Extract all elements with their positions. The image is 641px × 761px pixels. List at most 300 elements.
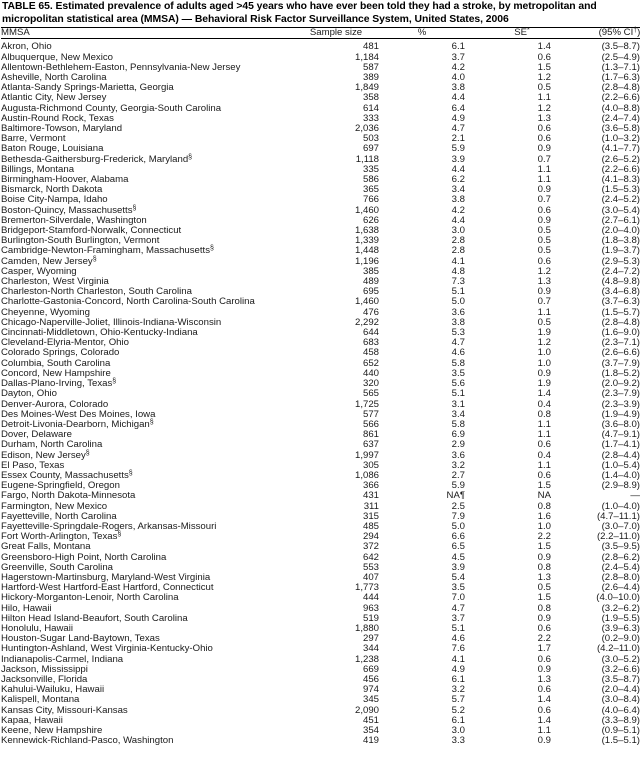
cell-sample-size: 358: [362, 92, 379, 104]
cell-se: 1.1: [537, 725, 551, 736]
cell-se: 0.6: [537, 439, 551, 451]
cell-sample-size: 345: [362, 694, 379, 706]
cell-se: 1.3: [537, 276, 551, 288]
mmsa-label: Farmington, New Mexico: [1, 500, 108, 512]
table-row: [1, 440, 640, 450]
column-header-se-label: SE: [514, 27, 528, 39]
cell-sample-size: 1,184: [354, 51, 379, 63]
cell-sample-size: 1,238: [354, 653, 379, 665]
cell-se: 0.7: [537, 296, 551, 308]
cell-percent: 4.0: [451, 72, 465, 83]
cell-se: 0.6: [537, 255, 551, 267]
cell-se: 1.9: [537, 378, 551, 390]
cell-se: 0.6: [537, 469, 551, 481]
cell-ci: (1.0–5.4): [601, 459, 640, 471]
cell-se: 1.5: [537, 592, 551, 604]
cell-ci: (3.6–8.0): [601, 418, 640, 430]
cell-sample-size: 565: [362, 388, 379, 400]
cell-percent: 4.4: [451, 92, 465, 104]
cell-sample-size: 1,638: [354, 225, 379, 237]
cell-percent: 4.8: [451, 265, 465, 277]
cell-ci: (3.5–9.5): [601, 541, 640, 553]
cell-sample-size: 697: [362, 143, 379, 155]
cell-ci: (3.0–5.4): [601, 204, 640, 216]
cell-sample-size: 2,036: [354, 123, 379, 135]
cell-se: 1.3: [537, 112, 551, 124]
ci-footnote-marker: †: [633, 27, 638, 35]
cell-percent: 4.6: [451, 347, 465, 359]
row-footnote-marker: §: [128, 469, 133, 477]
cell-ci: (1.9–3.7): [601, 245, 640, 257]
cell-ci: (2.6–4.4): [601, 582, 640, 594]
mmsa-label: Jacksonville, Florida: [1, 673, 88, 685]
mmsa-label: Cheyenne, Wyoming: [1, 306, 90, 318]
mmsa-label: Baltimore-Towson, Maryland: [1, 123, 123, 135]
cell-ci: (2.8–6.2): [601, 551, 640, 563]
cell-percent: 4.5: [451, 551, 465, 563]
mmsa-label: Barre, Vermont: [1, 133, 66, 145]
cell-se: 1.0: [537, 357, 551, 369]
cell-percent: 5.9: [451, 143, 465, 155]
cell-sample-size: 566: [362, 418, 379, 430]
mmsa-label: Honolulu, Hawaii: [1, 622, 73, 634]
cell-percent: 4.1: [451, 653, 465, 665]
cell-se: 0.6: [537, 133, 551, 145]
mmsa-label: Fargo, North Dakota-Minnesota: [1, 490, 136, 502]
cell-percent: 7.9: [451, 510, 465, 522]
cell-se: 1.1: [537, 418, 551, 430]
cell-percent: 2.5: [451, 500, 465, 512]
cell-se: 1.1: [537, 163, 551, 175]
cell-ci: (2.7–6.1): [601, 214, 640, 226]
cell-sample-size: 1,880: [354, 622, 379, 634]
cell-se: 0.6: [537, 684, 551, 696]
cell-sample-size: 587: [362, 61, 379, 73]
cell-sample-size: 974: [362, 684, 379, 696]
cell-mmsa: [1, 736, 293, 746]
cell-sample-size: 861: [362, 429, 379, 441]
cell-percent: 3.8: [451, 316, 465, 328]
cell-percent: 5.1: [451, 388, 465, 400]
mmsa-label: Atlantic City, New Jersey: [1, 92, 107, 104]
cell-percent: 4.6: [451, 633, 465, 645]
mmsa-label: Chicago-Naperville-Joliet, Illinois-Indiana-Wisconsin: [1, 316, 222, 328]
cell-ci: (2.9–5.3): [601, 255, 640, 267]
cell-ci: (2.3–7.9): [601, 388, 640, 400]
cell-ci: (0.2–9.0): [601, 633, 640, 645]
mmsa-label: Detroit-Livonia-Dearborn, Michigan: [1, 418, 150, 430]
cell-percent: 3.1: [451, 398, 465, 410]
row-footnote-marker: §: [188, 153, 193, 161]
cell-se: 1.7: [537, 643, 551, 655]
mmsa-label: Camden, New Jersey: [1, 255, 93, 267]
cell-percent: 3.7: [451, 612, 465, 624]
cell-ci: (1.6–9.0): [601, 327, 640, 339]
cell-percent: 6.5: [451, 541, 465, 553]
cell-percent: 2.8: [451, 245, 465, 257]
mmsa-label: Dayton, Ohio: [1, 388, 57, 400]
cell-se: 0.9: [537, 214, 551, 226]
cell-ci: (1.5–5.3): [601, 184, 640, 196]
mmsa-label: Dallas-Plano-Irving, Texas: [1, 378, 113, 390]
cell-percent: 7.0: [451, 592, 465, 604]
cell-ci: (2.4–5.4): [601, 561, 640, 573]
cell-ci: (4.1–8.3): [601, 174, 640, 186]
mmsa-label: Birmingham-Hoover, Alabama: [1, 174, 129, 186]
cell-percent: 4.9: [451, 112, 465, 124]
cell-se: 0.4: [537, 398, 551, 410]
cell-se: 1.1: [537, 92, 551, 104]
cell-percent: 5.0: [451, 296, 465, 308]
cell-se: 1.5: [537, 480, 551, 492]
cell-se: 0.9: [537, 143, 551, 155]
cell-sample-size: 354: [362, 725, 379, 736]
cell-se: 1.4: [537, 714, 551, 726]
cell-ci: (3.6–5.8): [601, 123, 640, 135]
cell-se: 0.8: [537, 561, 551, 573]
mmsa-label: Cambridge-Newton-Framingham, Massachusetts: [1, 245, 211, 257]
mmsa-label: Austin-Round Rock, Texas: [1, 112, 114, 124]
mmsa-label: Huntington-Ashland, West Virginia-Kentucky-Ohio: [1, 643, 213, 655]
cell-se: 0.8: [537, 500, 551, 512]
cell-sample-size: 963: [362, 602, 379, 614]
cell-ci: (3.3–8.9): [601, 714, 640, 726]
cell-percent: 4.7: [451, 337, 465, 349]
mmsa-label: Jackson, Mississippi: [1, 663, 88, 675]
cell-percent: 2.7: [451, 469, 465, 481]
cell-ci: (4.7–9.1): [601, 429, 640, 441]
cell-se: 1.1: [537, 306, 551, 318]
cell-percent: 3.5: [451, 582, 465, 594]
cell-percent: 5.7: [451, 694, 465, 706]
cell-ci: (4.8–9.8): [601, 276, 640, 288]
cell-percent: 5.8: [451, 357, 465, 369]
mmsa-label: Asheville, North Carolina: [1, 72, 107, 83]
cell-sample-size: 766: [362, 194, 379, 206]
cell-percent: 3.7: [451, 51, 465, 63]
cell-percent: 3.6: [451, 449, 465, 461]
mmsa-label: Burlington-South Burlington, Vermont: [1, 235, 160, 247]
mmsa-label: Kahului-Wailuku, Hawaii: [1, 684, 105, 696]
cell-percent: 5.1: [451, 622, 465, 634]
cell-percent: 4.2: [451, 204, 465, 216]
mmsa-label: Indianapolis-Carmel, Indiana: [1, 653, 124, 665]
cell-sample-size: 320: [362, 378, 379, 390]
cell-percent: 7.3: [451, 276, 465, 288]
cell-sample-size: 642: [362, 551, 379, 563]
cell-ci: (2.3–7.1): [601, 337, 640, 349]
mmsa-label: Bremerton-Silverdale, Washington: [1, 214, 147, 226]
cell-ci: (2.2–11.0): [596, 531, 640, 543]
mmsa-label: Bismarck, North Dakota: [1, 184, 103, 196]
cell-ci: (1.3–7.1): [601, 61, 640, 73]
cell-percent: 3.3: [451, 735, 465, 747]
cell-se: 0.9: [537, 551, 551, 563]
cell-percent: 4.4: [451, 214, 465, 226]
row-footnote-marker: §: [112, 378, 117, 386]
cell-percent: 6.6: [451, 531, 465, 543]
page-title-line-2: micropolitan statistical area (MMSA) — Behavioral Risk Factor Surveillance System, United States, 2006: [2, 13, 509, 25]
cell-percent: 5.2: [451, 704, 465, 716]
cell-se: 1.4: [537, 41, 551, 53]
mmsa-label: Fayetteville, North Carolina: [1, 510, 117, 522]
cell-sample-size: 1,460: [354, 204, 379, 216]
cell-percent: 4.7: [451, 602, 465, 614]
mmsa-label: Dover, Delaware: [1, 429, 72, 441]
cell-percent: 2.9: [451, 439, 465, 451]
cell-se: 0.8: [537, 408, 551, 420]
cell-percent: 7.6: [451, 643, 465, 655]
cell-percent: 5.4: [451, 571, 465, 583]
cell-sample-size: 577: [362, 408, 379, 420]
cell-ci: (1.5–5.1): [601, 735, 640, 747]
cell-sample-size: 652: [362, 357, 379, 369]
column-header-mmsa: MMSA: [1, 27, 30, 39]
cell-se: 1.5: [537, 61, 551, 73]
cell-ci: (4.2–11.0): [596, 643, 640, 655]
page-title-line-1: TABLE 65. Estimated prevalence of adults aged >45 years who have ever been told they had a stroke, by metropolitan and: [2, 1, 597, 12]
cell-ci: (2.2–6.6): [601, 163, 640, 175]
cell-se: 1.1: [537, 174, 551, 186]
cell-sample-size: 335: [362, 163, 379, 175]
cell-sample-size: 344: [362, 643, 379, 655]
cell-se: 0.8: [537, 602, 551, 614]
cell-ci: (3.9–6.3): [601, 622, 640, 634]
table-header-row: [1, 28, 641, 38]
cell-ci: (0.9–5.1): [601, 725, 640, 736]
mmsa-label: Casper, Wyoming: [1, 265, 77, 277]
cell-se: 1.0: [537, 347, 551, 359]
se-footnote-marker: *: [527, 27, 530, 35]
cell-se: 1.0: [537, 520, 551, 532]
cell-ci: —: [630, 490, 640, 502]
cell-se: 1.2: [537, 337, 551, 349]
cell-sample-size: 365: [362, 184, 379, 196]
mmsa-label: Fort Worth-Arlington, Texas: [1, 531, 118, 543]
cell-sample-size: 366: [362, 480, 379, 492]
table-body: [1, 39, 640, 746]
cell-sample-size: 1,196: [354, 255, 379, 267]
cell-ci: (1.4–4.0): [601, 469, 640, 481]
cell-percent: 3.2: [451, 684, 465, 696]
page-title: [0, 0, 641, 27]
cell-sample-size: 315: [362, 510, 379, 522]
mmsa-label: Columbia, South Carolina: [1, 357, 111, 369]
cell-percent: 5.9: [451, 480, 465, 492]
mmsa-label: El Paso, Texas: [1, 459, 65, 471]
column-header-ci: [575, 28, 641, 38]
column-header-se: [479, 28, 575, 38]
cell-ci: (3.0–5.2): [601, 653, 640, 665]
row-footnote-marker: §: [132, 204, 137, 212]
cell-percent: 4.9: [451, 663, 465, 675]
cell-sample-size: 1,448: [354, 245, 379, 257]
cell-percent: 3.5: [451, 367, 465, 379]
mmsa-label: Des Moines-West Des Moines, Iowa: [1, 408, 156, 420]
cell-ci: (1.8–5.2): [601, 367, 640, 379]
cell-percent: 5.6: [451, 378, 465, 390]
mmsa-label: Essex County, Massachusetts: [1, 469, 129, 481]
cell-percent: 5.0: [451, 520, 465, 532]
cell-se: 1.9: [537, 327, 551, 339]
cell-ci: (4.0–10.0): [596, 592, 640, 604]
mmsa-label: Bethesda-Gaithersburg-Frederick, Maryland: [1, 153, 189, 165]
cell-sample-size: 503: [362, 133, 379, 145]
mmsa-label: Greenville, South Carolina: [1, 561, 113, 573]
cell-ci: (2.8–4.4): [601, 449, 640, 461]
cell-se: 1.2: [537, 102, 551, 114]
cell-sample-size: 1,086: [354, 469, 379, 481]
mmsa-label: Bridgeport-Stamford-Norwalk, Connecticut: [1, 225, 182, 237]
cell-percent: 3.8: [451, 82, 465, 94]
cell-percent: 6.1: [451, 673, 465, 685]
cell-se: 0.5: [537, 225, 551, 237]
mmsa-label: Augusta-Richmond County, Georgia-South Carolina: [1, 102, 222, 114]
cell-sample-size: 644: [362, 327, 379, 339]
column-header-percent: %: [417, 27, 427, 39]
cell-ci: (2.9–8.9): [601, 480, 640, 492]
cell-sample-size: 553: [362, 561, 379, 573]
cell-sample-size: 669: [362, 663, 379, 675]
cell-ci: (3.2–6.6): [601, 663, 640, 675]
mmsa-label: Akron, Ohio: [1, 41, 52, 53]
cell-se: 0.9: [537, 367, 551, 379]
mmsa-label: Hickory-Morganton-Lenoir, North Carolina: [1, 592, 179, 604]
cell-se: 0.7: [537, 194, 551, 206]
cell-percent: 2.8: [451, 235, 465, 247]
cell-se: 0.5: [537, 245, 551, 257]
cell-percent: 5.3: [451, 327, 465, 339]
cell-sample-size: 1,460: [354, 296, 379, 308]
column-header-sample-size: Sample size: [309, 27, 363, 39]
cell-ci: (2.3–3.9): [601, 398, 640, 410]
cell-percent: 6.2: [451, 174, 465, 186]
cell-se: 0.9: [537, 663, 551, 675]
cell-percent: 3.0: [451, 225, 465, 237]
cell-sample-size: 695: [362, 286, 379, 298]
cell-ci: (3.7–6.3): [601, 296, 640, 308]
cell-se: 0.9: [537, 184, 551, 196]
row-footnote-marker: §: [117, 531, 122, 539]
cell-se: 1.4: [537, 694, 551, 706]
cell-se: NA: [537, 490, 551, 502]
cell-sample-size: 637: [362, 439, 379, 451]
prevalence-table-body: [1, 39, 640, 746]
mmsa-label: Eugene-Springfield, Oregon: [1, 480, 120, 492]
cell-se: 0.6: [537, 204, 551, 216]
row-footnote-marker: §: [210, 245, 214, 253]
cell-ci: (1.9–5.5): [601, 612, 640, 624]
cell-sample-size: 1,849: [354, 82, 379, 94]
cell-ci: (2.4–7.4): [601, 112, 640, 124]
cell-ci: (3.5–8.7): [601, 41, 640, 53]
mmsa-label: Atlanta-Sandy Springs-Marietta, Georgia: [1, 82, 174, 94]
mmsa-label: Baton Rouge, Louisiana: [1, 143, 104, 155]
cell-percent: 4.4: [451, 163, 465, 175]
column-header-ci-label: (95% CI: [598, 27, 634, 39]
cell-se: 0.5: [537, 82, 551, 94]
mmsa-label: Hartford-West Hartford-East Hartford, Connecticut: [1, 582, 214, 594]
mmsa-label: Boston-Quincy, Massachusetts: [1, 204, 133, 216]
cell-se: 0.6: [537, 704, 551, 716]
cell-percent: 4.1: [451, 255, 465, 267]
cell-ci: (2.8–8.0): [601, 571, 640, 583]
mmsa-label: Denver-Aurora, Colorado: [1, 398, 109, 410]
cell-se: 0.9: [537, 735, 551, 747]
cell-se: 2.2: [537, 633, 551, 645]
cell-percent: 5.1: [451, 286, 465, 298]
cell-se: 1.1: [537, 459, 551, 471]
cell-sample-size: 305: [362, 459, 379, 471]
cell-ci: (2.4–5.2): [601, 194, 640, 206]
mmsa-label: Fayetteville-Springdale-Rogers, Arkansas-Missouri: [1, 520, 217, 532]
cell-sample-size: 2,090: [354, 704, 379, 716]
cell-sample-size: 614: [362, 102, 379, 114]
cell-percent: 3.4: [451, 408, 465, 420]
mmsa-label: Concord, New Hampshire: [1, 367, 111, 379]
cell-sample-size: 626: [362, 214, 379, 226]
cell-percent: 6.1: [451, 41, 465, 53]
cell-sample-size: 519: [362, 612, 379, 624]
cell-sample-size: 311: [363, 500, 379, 512]
cell-se: 0.5: [537, 235, 551, 247]
cell-se: 0.7: [537, 153, 551, 165]
mmsa-label: Great Falls, Montana: [1, 541, 91, 553]
cell-sample-size: 458: [362, 347, 379, 359]
cell-ci: (1.7–6.3): [601, 72, 640, 83]
mmsa-label: Durham, North Carolina: [1, 439, 103, 451]
cell-percent: 6.1: [451, 714, 465, 726]
cell-se: 1.4: [537, 388, 551, 400]
cell-percent: 3.0: [451, 725, 465, 736]
row-footnote-marker: §: [85, 449, 90, 457]
cell-sample-size: 1,118: [355, 153, 379, 165]
cell-ci: (1.5–5.7): [601, 306, 640, 318]
cell-ci: (2.2–6.6): [601, 92, 640, 104]
cell-se: 1.3: [537, 673, 551, 685]
cell-se: 0.9: [537, 612, 551, 624]
cell-sample-size: 385: [362, 265, 379, 277]
cell-ci: (2.0–4.0): [601, 225, 640, 237]
mmsa-label: Keene, New Hampshire: [1, 725, 103, 736]
column-header-ci-close: ): [637, 27, 641, 39]
mmsa-label: Kalispell, Montana: [1, 694, 80, 706]
cell-ci: (1.0–3.2): [601, 133, 640, 145]
mmsa-label: Houston-Sugar Land-Baytown, Texas: [1, 633, 160, 645]
mmsa-label: Albuquerque, New Mexico: [1, 51, 113, 63]
mmsa-label: Boise City-Nampa, Idaho: [1, 194, 108, 206]
cell-ci: (4.0–8.8): [601, 102, 640, 114]
cell-ci: (2.8–4.8): [601, 316, 640, 328]
mmsa-label: Hilo, Hawaii: [1, 602, 52, 614]
prevalence-table: [1, 28, 641, 38]
cell-ci: (3.5–8.7): [601, 673, 640, 685]
cell-se: 2.2: [537, 531, 551, 543]
cell-sample-size: 1,997: [354, 449, 379, 461]
mmsa-label: Hilton Head Island-Beaufort, South Carolina: [1, 612, 188, 624]
mmsa-label: Kansas City, Missouri-Kansas: [1, 704, 128, 716]
cell-percent: 6.9: [451, 429, 465, 441]
table-header: [1, 28, 641, 38]
cell-sample-size: 481: [362, 41, 379, 53]
cell-se: 0.6: [537, 51, 551, 63]
cell-ci: (2.5–4.9): [601, 51, 640, 63]
mmsa-label: Charleston, West Virginia: [1, 276, 109, 288]
cell-sample-size: 294: [362, 531, 379, 543]
cell-se: 0.9: [537, 286, 551, 298]
table-row: [1, 736, 640, 746]
cell-percent: 3.6: [451, 306, 465, 318]
